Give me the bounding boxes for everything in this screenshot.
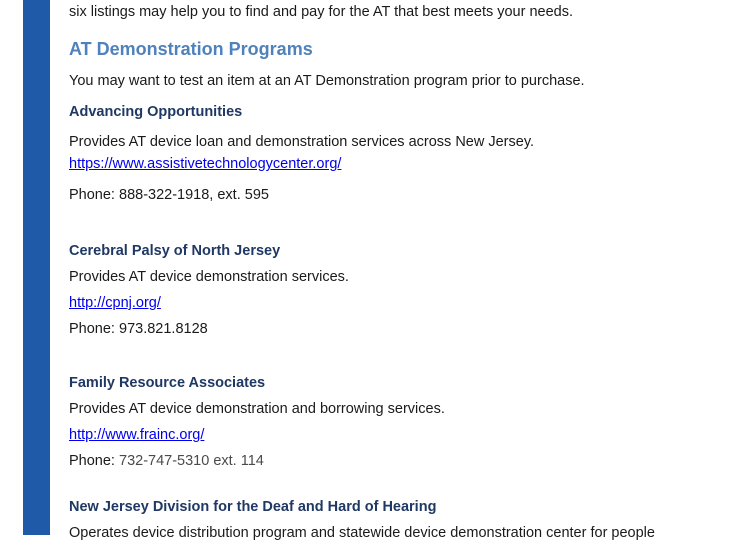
section-intro: You may want to test an item at an AT Demonstration program prior to purchase. <box>69 73 585 89</box>
program-link[interactable]: https://www.assistivetechnologycenter.org/ <box>69 156 342 172</box>
document-page <box>69 0 736 541</box>
phone-number: 888-322-1918, ext. 595 <box>119 187 269 203</box>
program-link[interactable]: http://cpnj.org/ <box>69 295 161 311</box>
phone-number: 732-747-5310 ext. 114 <box>119 453 264 469</box>
intro-text: six listings may help you to find and pay for the AT that best meets your needs. <box>69 4 574 20</box>
program-description: Operates device distribution program and statewide device demonstration center for people <box>69 525 655 541</box>
program-link[interactable]: http://www.frainc.org/ <box>69 427 205 443</box>
program-phone <box>69 452 264 470</box>
program-name: Cerebral Palsy of North Jersey <box>69 243 281 259</box>
section-heading: AT Demonstration Programs <box>69 39 313 59</box>
program-name: Advancing Opportunities <box>69 104 243 120</box>
program-phone <box>69 320 208 338</box>
program-name: Family Resource Associates <box>69 375 266 391</box>
phone-number: 973.821.8128 <box>119 321 208 337</box>
program-description: Provides AT device demonstration services. <box>69 269 349 285</box>
phone-label: Phone: <box>69 187 115 203</box>
program-description: Provides AT device demonstration and borrowing services. <box>69 401 445 417</box>
program-name: New Jersey Division for the Deaf and Hard of Hearing <box>69 499 437 515</box>
program-description: Provides AT device loan and demonstration services across New Jersey. <box>69 134 535 150</box>
phone-label: Phone: <box>69 453 115 469</box>
program-phone <box>69 186 269 204</box>
page-side-bar <box>23 0 50 535</box>
phone-label: Phone: <box>69 321 115 337</box>
